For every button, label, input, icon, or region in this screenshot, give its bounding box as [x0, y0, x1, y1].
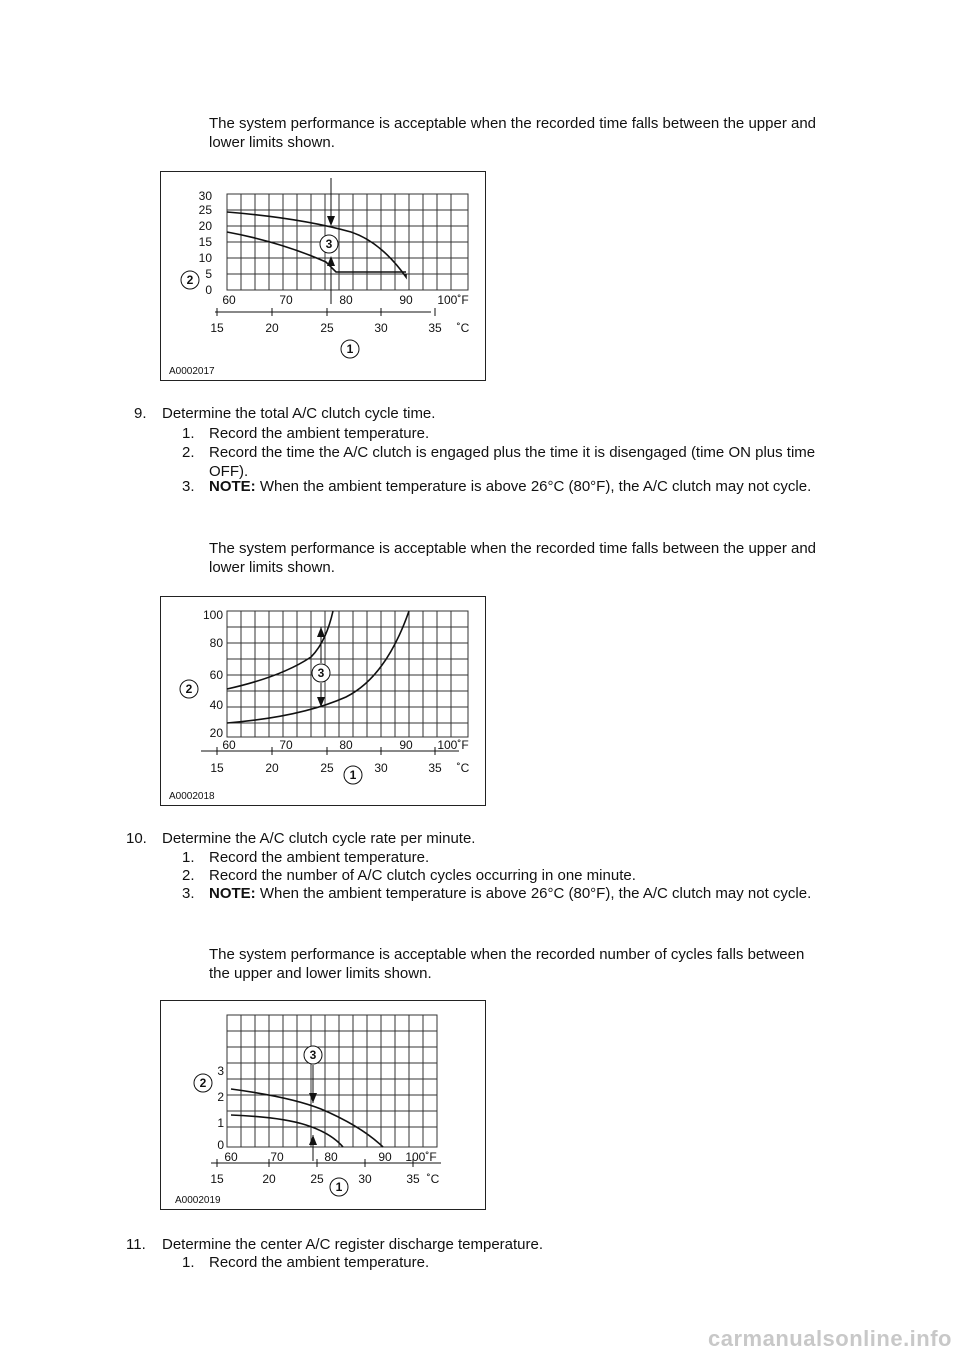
fig2-y-tick: 40	[209, 698, 223, 712]
note-text: When the ambient temperature is above 26°C (80°F), the A/C clutch may not cycle.	[255, 478, 812, 495]
figure-total-cycle-time	[160, 596, 486, 806]
step-9-note	[209, 477, 829, 496]
note-label: NOTE:	[209, 885, 256, 902]
step-9-acceptance: The system performance is acceptable when the recorded time falls between the upper and lower limits shown.	[209, 540, 817, 576]
step-10-sub-2-number: 2.	[182, 867, 195, 884]
fig2-c-tick: 15	[210, 761, 224, 775]
fig1-y-tick: 20	[198, 219, 212, 233]
fig3-f-tick: 80	[324, 1150, 338, 1164]
step-11-number: 11.	[126, 1236, 146, 1253]
fig2-c-tick: ˚C	[456, 761, 470, 775]
step-10-note	[209, 884, 829, 903]
figure-clutch-off-time	[160, 171, 486, 381]
fig2-c-tick: 35	[428, 761, 442, 775]
fig1-f-tick: 80	[339, 293, 353, 307]
fig1-y-tick: 15	[198, 235, 212, 249]
fig1-f-tick: 70	[279, 293, 293, 307]
fig2-f-tick: 70	[279, 738, 293, 752]
step-10-acceptance: The system performance is acceptable when the recorded number of cycles falls between the upper and lower limits shown.	[209, 946, 805, 982]
fig1-c-tick: 20	[265, 321, 279, 335]
step-10-sub-1-number: 1.	[182, 849, 195, 866]
fig1-c-tick: 25	[320, 321, 334, 335]
fig1-y-tick: 0	[205, 283, 212, 297]
step-9-sub-3-number: 3.	[182, 478, 195, 495]
fig1-f-tick: 90	[399, 293, 413, 307]
step-11-sub-1-number: 1.	[182, 1254, 195, 1271]
fig3-callout-1: 1	[335, 1180, 343, 1194]
fig2-callout-2: 2	[185, 682, 193, 696]
fig2-c-tick: 20	[265, 761, 279, 775]
fig3-callout-3: 3	[309, 1048, 317, 1062]
note-label: NOTE:	[209, 478, 256, 495]
step-9-sub-1-number: 1.	[182, 425, 195, 442]
fig2-f-tick: 90	[399, 738, 413, 752]
fig1-c-tick: 35	[428, 321, 442, 335]
fig1-y-tick: 25	[198, 203, 212, 217]
figure-1-graphic	[161, 172, 487, 382]
fig3-f-tick: 60	[224, 1150, 238, 1164]
fig2-y-tick: 20	[209, 726, 223, 740]
fig2-y-tick: 60	[209, 668, 223, 682]
fig1-y-tick: 10	[198, 251, 212, 265]
fig1-c-tick: 30	[374, 321, 388, 335]
figure-cycle-rate	[160, 1000, 486, 1210]
fig3-c-tick: 15	[210, 1172, 224, 1186]
fig3-f-tick: 70	[270, 1150, 284, 1164]
fig2-y-tick: 100	[202, 608, 223, 622]
figure-3-graphic	[161, 1001, 487, 1211]
fig1-y-tick: 30	[198, 189, 212, 203]
note-text: When the ambient temperature is above 26°C (80°F), the A/C clutch may not cycle.	[255, 885, 812, 902]
step-10-title: Determine the A/C clutch cycle rate per minute.	[162, 830, 476, 847]
step-9-title: Determine the total A/C clutch cycle time.	[162, 405, 436, 422]
fig3-y-tick: 1	[217, 1116, 224, 1130]
step-9-sub-1: Record the ambient temperature.	[209, 425, 430, 442]
fig3-c-tick: 30	[358, 1172, 372, 1186]
step-9-sub-2: Record the time the A/C clutch is engaged plus the time it is disengaged (time ON plus time OFF).	[209, 444, 816, 480]
fig3-callout-2: 2	[199, 1076, 207, 1090]
fig3-id: A0002019	[175, 1195, 221, 1206]
fig2-y-tick: 80	[209, 636, 223, 650]
fig2-callout-1: 1	[349, 768, 357, 782]
fig3-y-tick: 3	[217, 1064, 224, 1078]
step-9-sub-2-number: 2.	[182, 444, 195, 461]
fig2-f-tick: 60	[222, 738, 236, 752]
step-10-sub-1: Record the ambient temperature.	[209, 849, 430, 866]
fig3-c-tick: 25	[310, 1172, 324, 1186]
fig2-f-tick: 100˚F	[437, 738, 469, 752]
fig3-y-tick: 0	[217, 1138, 224, 1152]
step-10-number: 10.	[126, 830, 147, 847]
fig1-id: A0002017	[169, 366, 215, 377]
fig3-c-tick: ˚C	[426, 1172, 440, 1186]
fig2-id: A0002018	[169, 791, 215, 802]
fig2-c-tick: 25	[320, 761, 334, 775]
fig3-y-tick: 2	[217, 1090, 224, 1104]
fig3-c-tick: 20	[262, 1172, 276, 1186]
step-10-sub-3-number: 3.	[182, 885, 195, 902]
fig2-c-tick: 30	[374, 761, 388, 775]
fig1-c-tick: ˚C	[456, 321, 470, 335]
step-11-sub-1: Record the ambient temperature.	[209, 1254, 430, 1271]
fig1-f-tick: 60	[222, 293, 236, 307]
fig1-c-tick: 15	[210, 321, 224, 335]
fig3-f-tick: 90	[378, 1150, 392, 1164]
fig3-c-tick: 35	[406, 1172, 420, 1186]
fig3-f-tick: 100˚F	[405, 1150, 437, 1164]
fig1-f-tick: 100˚F	[437, 293, 469, 307]
fig1-callout-2: 2	[186, 273, 194, 287]
step-9-number: 9.	[134, 405, 147, 422]
step-11-title: Determine the center A/C register discharge temperature.	[162, 1236, 544, 1253]
watermark: carmanualsonline.info	[708, 1326, 952, 1351]
fig2-callout-3: 3	[317, 666, 325, 680]
intro-paragraph: The system performance is acceptable when the recorded time falls between the upper and lower limits shown.	[209, 115, 817, 151]
fig1-callout-1: 1	[346, 342, 354, 356]
fig2-f-tick: 80	[339, 738, 353, 752]
step-10-sub-2: Record the number of A/C clutch cycles occurring in one minute.	[209, 867, 636, 884]
figure-2-graphic	[161, 597, 487, 807]
fig1-y-tick: 5	[205, 267, 212, 281]
fig1-callout-3: 3	[325, 237, 333, 251]
